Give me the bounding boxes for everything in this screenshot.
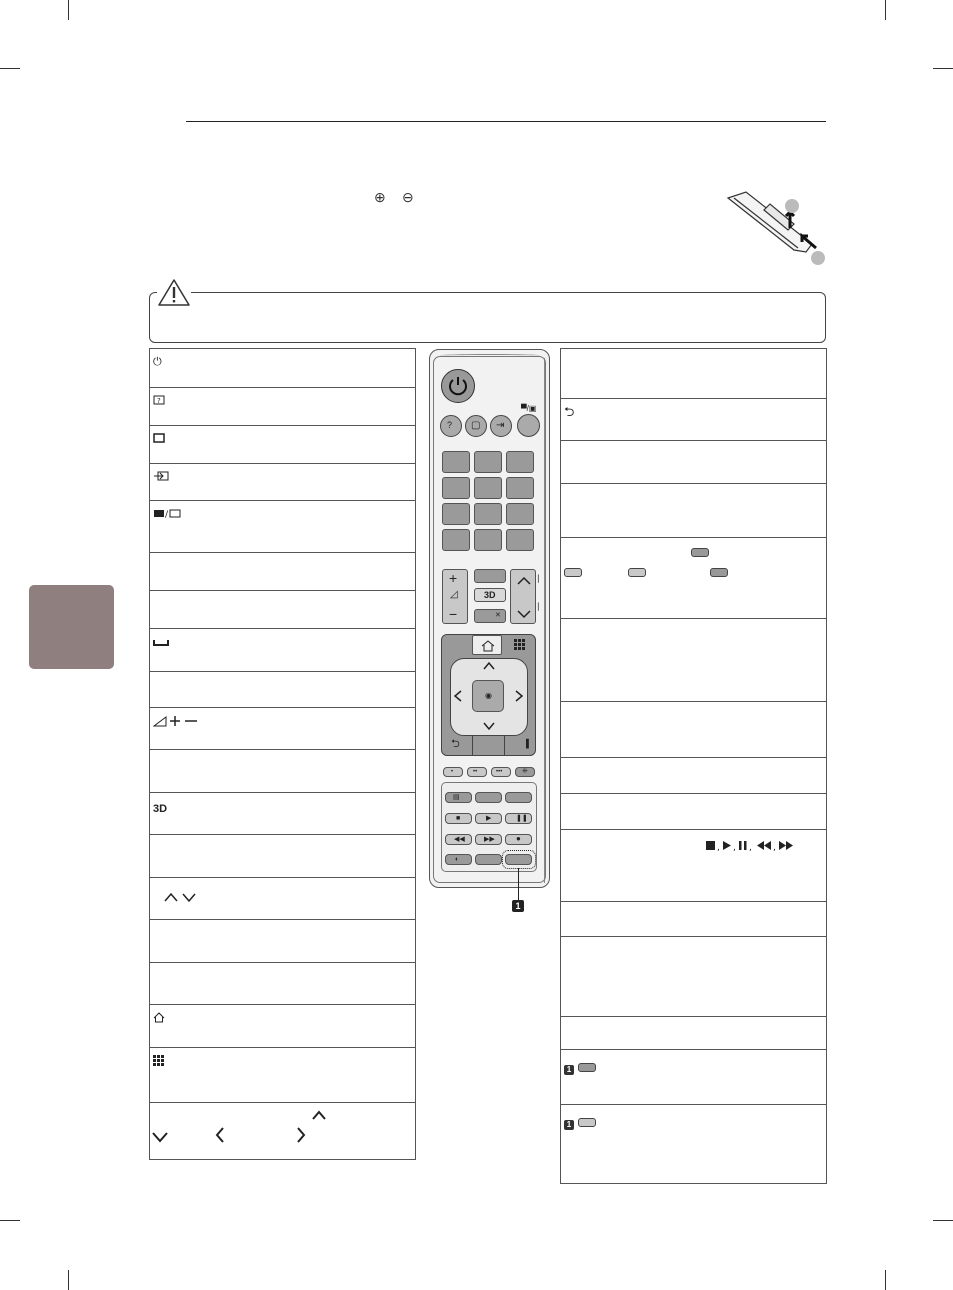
three-d-icon: 3D xyxy=(153,803,168,815)
input-icon xyxy=(153,471,169,481)
battery-plus-icon: ⊕ xyxy=(374,189,386,205)
forward-icon: ▶▶ xyxy=(484,836,495,843)
row-power xyxy=(150,349,415,388)
blue-color-button[interactable] xyxy=(515,767,535,777)
row-volume xyxy=(150,708,415,750)
volume-icon: ◿ xyxy=(450,589,458,600)
tv-rad-button[interactable] xyxy=(517,414,540,437)
nav-right-icon[interactable] xyxy=(514,689,524,703)
guide-book-icon xyxy=(153,395,165,405)
power-icon: ⏻ xyxy=(153,356,162,368)
stop-icon: ■ xyxy=(456,815,461,822)
input-button[interactable] xyxy=(490,415,512,437)
callout-a-pill xyxy=(578,1063,596,1072)
row-record xyxy=(561,902,826,937)
blue-color-pill xyxy=(710,568,728,577)
row-teletext xyxy=(561,619,826,702)
caution-line-gap xyxy=(196,293,272,294)
row-page xyxy=(150,920,415,963)
dot3-icon: ••• xyxy=(496,769,503,775)
nav-left-icon xyxy=(214,1126,226,1144)
row-ratio xyxy=(150,426,415,464)
green-color-button[interactable] xyxy=(467,767,487,777)
crop-mark xyxy=(885,0,886,20)
power-icon xyxy=(441,369,475,403)
caution-icon-bg xyxy=(157,278,191,308)
row-guide xyxy=(150,388,415,426)
page-up-mark: ▏ xyxy=(538,576,544,583)
my-apps-icon xyxy=(153,1055,164,1066)
home-icon xyxy=(481,640,495,652)
crop-mark xyxy=(0,68,20,69)
record-button[interactable] xyxy=(505,834,532,845)
home-button[interactable] xyxy=(472,635,502,655)
red-color-pill xyxy=(691,548,709,557)
row-q-view xyxy=(150,672,415,708)
crop-mark xyxy=(68,1270,69,1290)
pause-icon: ❚❚ xyxy=(516,815,528,822)
back-icon: ⮌ xyxy=(451,738,460,750)
ok-dot-icon: ◉ xyxy=(485,691,492,700)
svg-text:,: , xyxy=(773,843,776,852)
number-button-3[interactable] xyxy=(506,451,534,473)
number-button-9[interactable] xyxy=(506,503,534,525)
row-tv-rad xyxy=(150,501,415,553)
crop-mark xyxy=(68,0,69,20)
dot4-icon: ⁜ xyxy=(522,768,528,775)
app-button[interactable] xyxy=(475,854,502,865)
row-subtitle xyxy=(561,758,826,794)
row-mute xyxy=(150,835,415,878)
back-button[interactable] xyxy=(443,736,471,754)
number-button-1[interactable] xyxy=(442,451,470,473)
row-input xyxy=(150,464,415,501)
ad-icon: ◐ xyxy=(455,856,460,863)
row-callout-b xyxy=(561,1105,826,1185)
program-up-down-icon xyxy=(164,891,198,903)
callout-b-pill xyxy=(578,1118,596,1127)
playback-controls-icon xyxy=(706,840,798,852)
number-button-8[interactable] xyxy=(474,503,502,525)
yellow-color-button[interactable] xyxy=(491,767,511,777)
mute-icon: ✕ xyxy=(495,612,501,619)
list-button[interactable] xyxy=(442,529,470,551)
three-d-icon: 3D xyxy=(484,590,496,600)
nav-right-icon xyxy=(295,1126,307,1144)
row-tv-rad-right xyxy=(561,349,826,399)
row-number xyxy=(150,553,415,591)
callout-b-badge xyxy=(564,1114,596,1132)
row-home xyxy=(150,1005,415,1048)
nav-down-icon xyxy=(151,1130,169,1144)
row-fav xyxy=(150,750,415,793)
row-list xyxy=(150,591,415,629)
crop-mark xyxy=(933,1220,953,1221)
nav-divider-left xyxy=(472,736,473,756)
svg-text:,: , xyxy=(717,843,720,852)
caution-icon xyxy=(157,278,191,308)
tv-rad-label: ▀/▣ xyxy=(521,404,537,413)
row-back xyxy=(561,399,826,441)
volume-plus-minus-icon xyxy=(153,715,199,727)
remote-control-illustration xyxy=(429,349,550,888)
ratio-icon: ▢ xyxy=(471,420,481,431)
row-my-apps xyxy=(150,1048,415,1103)
row-navigation xyxy=(150,1103,415,1161)
nav-up-icon xyxy=(311,1109,327,1121)
number-button-7[interactable] xyxy=(442,503,470,525)
pause-button[interactable] xyxy=(505,813,532,824)
volume-minus-icon: − xyxy=(449,606,458,622)
caution-box xyxy=(149,292,826,343)
program-up-icon xyxy=(516,576,532,586)
input-icon: ⇥ xyxy=(496,420,505,431)
row-exit xyxy=(561,441,826,484)
text-icon: ▤ xyxy=(453,794,460,801)
number-button-5[interactable] xyxy=(474,477,502,499)
nav-left-icon[interactable] xyxy=(453,689,463,703)
guide-book-icon: ? xyxy=(447,420,453,430)
nav-down-icon[interactable] xyxy=(482,721,496,731)
play-icon: ▶ xyxy=(486,815,492,822)
callout-highlight xyxy=(502,850,536,869)
forward-button[interactable] xyxy=(475,834,502,845)
row-t-opt xyxy=(561,702,826,758)
right-button-table xyxy=(560,348,827,1184)
row-app-media xyxy=(561,937,826,1017)
three-d-button[interactable] xyxy=(474,588,506,602)
power-button[interactable] xyxy=(441,369,475,403)
svg-text:,: , xyxy=(749,843,752,852)
back-icon: ⮌ xyxy=(564,404,575,419)
rewind-icon: ◀◀ xyxy=(454,836,465,843)
number-button-0[interactable] xyxy=(474,529,502,551)
stop-button[interactable] xyxy=(445,813,472,824)
nav-divider-right xyxy=(504,736,505,756)
rewind-button[interactable] xyxy=(445,834,472,845)
callout-b-number: 1 xyxy=(564,1120,574,1130)
yellow-color-pill xyxy=(628,568,646,577)
program-rocker[interactable] xyxy=(510,569,536,624)
svg-text:/: / xyxy=(165,510,169,518)
exit-mark: ▌ xyxy=(526,739,532,748)
red-color-button[interactable] xyxy=(443,767,463,777)
callout-a-badge xyxy=(564,1059,596,1077)
fav-button[interactable] xyxy=(474,569,506,583)
battery-minus-icon: ⊖ xyxy=(402,189,414,205)
ad-button[interactable] xyxy=(445,854,472,865)
battery-cover-illustration xyxy=(724,190,830,270)
crop-mark xyxy=(0,1220,20,1221)
number-button-2[interactable] xyxy=(474,451,502,473)
number-button-4[interactable] xyxy=(442,477,470,499)
ok-button[interactable] xyxy=(472,680,504,712)
callout-leader xyxy=(518,868,519,900)
volume-rocker[interactable] xyxy=(442,569,468,624)
callout-a-number: 1 xyxy=(564,1065,574,1075)
subtitle-button[interactable] xyxy=(505,792,532,803)
my-apps-button[interactable] xyxy=(504,637,534,653)
left-button-table xyxy=(149,348,416,1160)
crop-mark xyxy=(885,1270,886,1290)
row-3d xyxy=(150,793,415,835)
svg-text:?: ? xyxy=(157,397,161,405)
guide-button[interactable] xyxy=(440,415,462,437)
green-color-pill xyxy=(564,568,582,577)
volume-plus-icon: + xyxy=(449,570,458,586)
program-down-icon xyxy=(516,609,532,619)
record-icon: ● xyxy=(516,834,521,843)
text-button[interactable] xyxy=(445,792,472,803)
my-apps-icon xyxy=(514,639,525,650)
row-info xyxy=(150,963,415,1005)
row-playback xyxy=(561,830,826,902)
dot2-icon: •• xyxy=(473,769,478,775)
callout-number-badge: 1 xyxy=(512,900,524,912)
row-program xyxy=(150,878,415,920)
row-color-buttons xyxy=(561,538,826,619)
ratio-button[interactable] xyxy=(465,415,487,437)
row-live-tv xyxy=(561,484,826,538)
row-space xyxy=(150,629,415,672)
page-down-mark: ▏ xyxy=(538,604,544,611)
mute-button[interactable] xyxy=(474,609,506,623)
home-icon xyxy=(153,1012,165,1023)
space-icon xyxy=(153,639,169,647)
row-simplink xyxy=(561,1017,826,1050)
section-tab xyxy=(29,585,114,669)
play-button[interactable] xyxy=(475,813,502,824)
q-view-button[interactable] xyxy=(506,529,534,551)
number-button-6[interactable] xyxy=(506,477,534,499)
dot1-icon: • xyxy=(451,769,454,775)
row-callout-a xyxy=(561,1050,826,1105)
tv-radio-icon xyxy=(153,508,181,518)
t-opt-button[interactable] xyxy=(475,792,502,803)
header-rule xyxy=(186,121,826,122)
crop-mark xyxy=(933,68,953,69)
caution-label-rule xyxy=(196,292,272,293)
row-ad xyxy=(561,794,826,830)
svg-text:,: , xyxy=(733,843,736,852)
ratio-icon xyxy=(153,433,165,443)
nav-up-icon[interactable] xyxy=(482,661,496,671)
